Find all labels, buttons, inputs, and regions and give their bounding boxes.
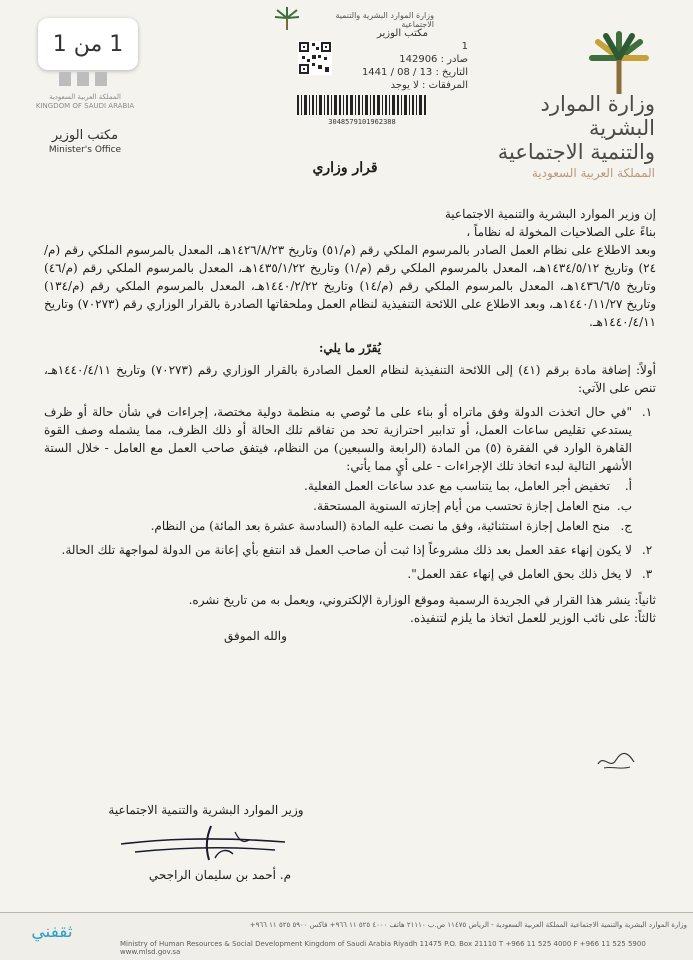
intro-line-2: بناءً على الصلاحيات المخولة له نظاماً ،: [466, 225, 656, 239]
barcode-number: 3048579101962388: [328, 118, 396, 126]
article-item-2-text: لا يكون إنهاء عقد العمل بعد ذلك مشروعاً إذا ثبت أن صاحب العمل قد انتفع بأي إعانة من الدولة لمواجهة تلك الحالة.: [61, 543, 632, 557]
subitem-c-letter: ج.: [620, 519, 632, 533]
faded-logo-english: KINGDOM OF SAUDI ARABIA: [35, 102, 135, 110]
article-item-3: [44, 565, 656, 583]
faded-logo-mark-icon: [55, 70, 115, 90]
signatory-name: م. أحمد بن سليمان الراجحي: [148, 868, 292, 882]
meta-issued-label: صادر :: [440, 54, 468, 65]
subitem-c-text: منح العامل إجازة استثنائية، وفق ما نصت عليه المادة (السادسة عشرة بعد المائة) من النظام.: [150, 519, 610, 533]
article-item-2-number: ٢.: [641, 543, 653, 557]
ministry-name-line1: وزارة الموارد البشرية: [540, 92, 655, 140]
intro-preamble: وبعد الاطلاع على نظام العمل الصادر بالمرسوم الملكي رقم (م/٥١) وتاريخ ١٤٢٦/٨/٢٣هـ، المعدل بالمرسوم الملكي رقم (م/٢٤) وتاريخ ١٤٣٤/٥/١٢هـ، المعدل بالمرسوم الملكي رقم (م/١) وتاريخ ١٤٣٥/١/٢٢هـ، المعدل بالمرسوم الملكي رقم (م/٤٦) وتاريخ ١٤٣٦/٦/٥هـ، المعدل بالمرسوم الملكي رقم (م/١٤) وتاريخ ١٤٤٠/٢/٢٢هـ، المعدل بالمرسوم الملكي رقم (م/١٣٤) وتاريخ ١٤٤٠/١١/٢٧هـ، وبعد الاطلاع على اللائحة التنفيذية لنظام العمل وملحقاتها الصادرة بالقرار الوزاري رقم (٧٠٢٧٣) وتاريخ ١٤٤٠/٤/١١هـ.: [44, 243, 657, 329]
subitem-b-text: منح العامل إجازة تحتسب من أيام إجازته السنوية المستحقة.: [313, 499, 610, 513]
letter-footer: [0, 912, 693, 960]
article-item-2: [44, 541, 656, 559]
subitem-a-text: تخفيض أجر العامل، بما يتناسب مع عدد ساعات العمل الفعلية.: [304, 479, 610, 493]
footer-arabic: وزارة الموارد البشرية والتنمية الاجتماعية المملكة العربية السعودية - الرياض ١١٤٧٥ ص.ب ٢١١١٠ هاتف ٤٠٠٠ ٥٢٥ ١١ ٩٦٦+ فاكس ٥٩٠٠ ٥٢٥ ١١ ٩٦٦+: [249, 921, 687, 929]
subitem-b-letter: ب.: [616, 499, 632, 513]
ministry-name-block: [475, 92, 655, 182]
meta-attachments-row: [340, 79, 468, 92]
mini-palm-logo-icon: [272, 4, 302, 32]
subitem-a-letter: أ.: [624, 479, 632, 493]
signatory-title: وزير الموارد البشرية والتنمية الاجتماعية: [108, 803, 304, 817]
ministry-name-line2: والتنمية الاجتماعية: [497, 140, 655, 164]
article-subitem-b: [44, 497, 632, 515]
article-item-3-text: لا يخل ذلك بحق العامل في إنهاء عقد العمل".: [407, 567, 632, 581]
decided-heading: يُقرّر ما يلي:: [318, 341, 381, 355]
page-counter-badge: 1 من 1: [38, 18, 138, 70]
meta-date-row: [340, 66, 468, 79]
clause-second: ثانياً: ينشر هذا القرار في الجريدة الرسمية وموقع الوزارة الإلكتروني، ويعمل به من تاريخ نشره.: [188, 593, 656, 607]
article-item-1: [44, 403, 656, 475]
faded-header-logo: [30, 70, 140, 111]
mini-logo-text: وزارة الموارد البشرية والتنمية الاجتماعية: [335, 11, 434, 29]
article-subitem-c: [44, 517, 632, 535]
signature-icon: [115, 822, 295, 864]
meta-issued-row: [340, 53, 468, 66]
office-title: مكتب الوزير: [376, 28, 428, 39]
meta-attachments-value: لا يوجد: [390, 80, 419, 91]
footer-english: Ministry of Human Resources & Social Development Kingdom of Saudi Arabia Riyadh 11475 P.O. Box 21110 T +966 11 525 4000 F +966 11 525 5900 www.mlsd.gov.sa: [120, 940, 646, 956]
article-item-1-text: "في حال اتخذت الدولة وفق ماتراه أو بناء على ما تُوصي به منظمة دولية مختصة، إجراءات في شأن حالة أو ظرف يستدعي تقليص ساعات العمل، أو تدابير احترازية تحد من تفاقم تلك الحالة أو ذلك الظرف، مما يشمله وصف القوة القاهرة الوارد في الفقرة (٥) من المادة (الرابعة والسبعين) من النظام، فيتفق صاحب العمل مع العامل - خلال الستة الأشهر التالية لبدء اتخاذ تلك الإجراءات - على أيٍ مما يأتي:: [44, 405, 633, 473]
minister-office-english: Minister's Office: [48, 145, 122, 155]
meta-attachments-label: المرفقات :: [422, 80, 468, 91]
meta-date-value: 1441 / 08 / 13: [361, 67, 433, 78]
faded-logo-arabic: المملكة العربية السعودية: [49, 93, 121, 101]
minister-office-label: [40, 128, 130, 155]
decree-title: قرار وزاري: [312, 160, 378, 176]
meta-date-label: التاريخ :: [435, 67, 468, 78]
minister-office-arabic: مكتب الوزير: [51, 128, 119, 143]
meta-index: 1: [461, 41, 468, 52]
barcode-icon: [297, 95, 427, 115]
article-item-1-number: ١.: [641, 405, 653, 419]
article-subitem-a: [44, 477, 632, 495]
qr-code-icon: [298, 41, 332, 75]
article-item-3-number: ٣.: [641, 567, 653, 581]
intro-line-1: إن وزير الموارد البشرية والتنمية الاجتماعية: [444, 207, 656, 221]
closing-phrase: والله الموفق: [224, 629, 287, 643]
letter-metadata: [340, 40, 468, 92]
decree-body: [44, 205, 656, 645]
meta-issued-number: 142906: [399, 54, 438, 65]
ministry-palm-logo-icon: [584, 28, 654, 98]
clause-third: ثالثاً: على نائب الوزير للعمل اتخاذ ما يلزم لتنفيذه.: [410, 611, 656, 625]
ministry-country: المملكة العربية السعودية: [531, 166, 655, 180]
clause-first: أولاً: إضافة مادة برقم (٤١) إلى اللائحة التنفيذية لنظام العمل الصادرة بالقرار الوزاري رقم (٧٠٢٧٣) وتاريخ ١٤٤٠/٤/١١هـ، تنص على الآتي:: [44, 363, 657, 395]
handwritten-initials-icon: [594, 748, 638, 774]
site-watermark: ثقفني: [31, 922, 73, 942]
